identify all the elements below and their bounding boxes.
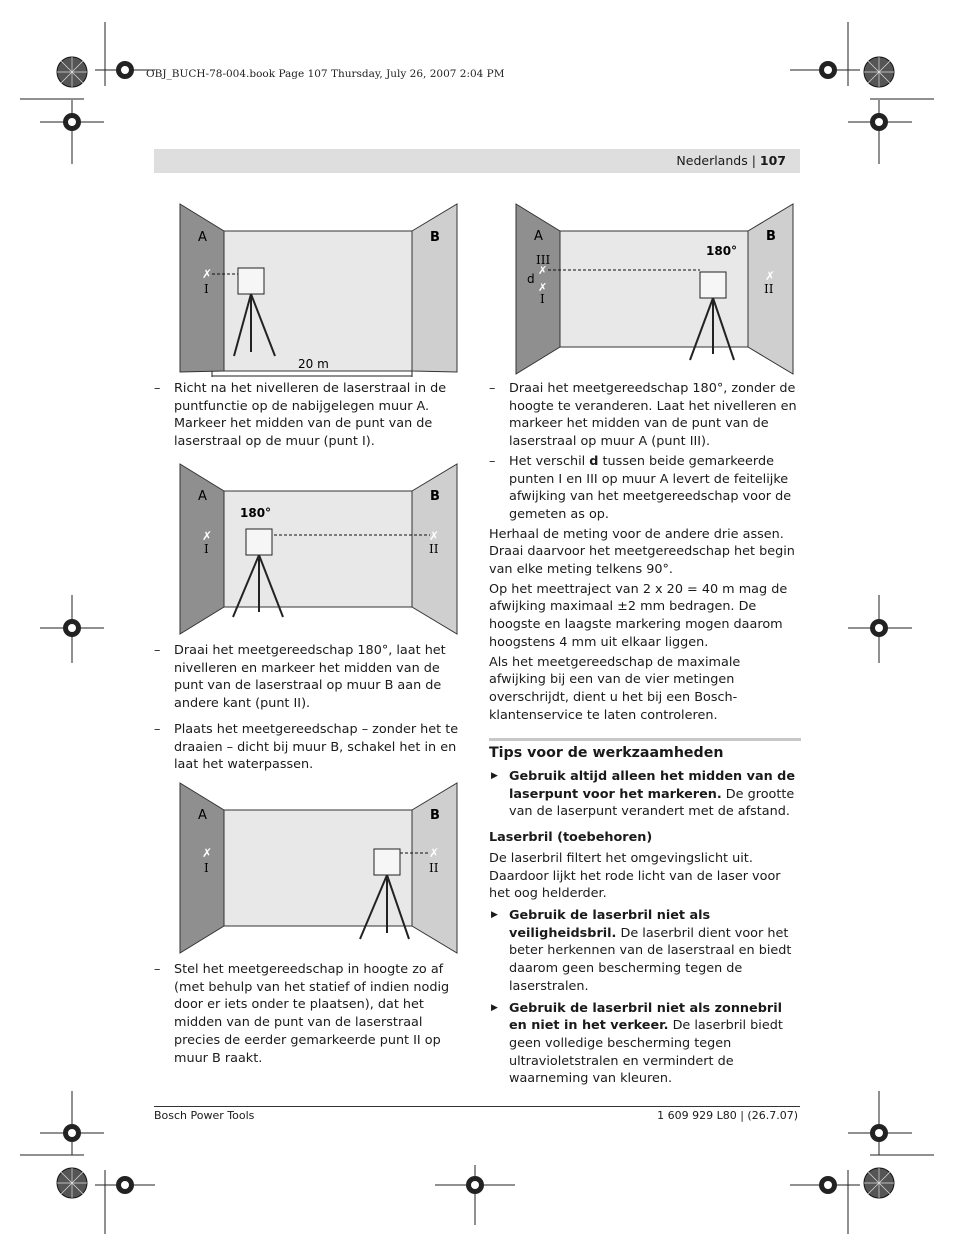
point-i-label: I (204, 861, 209, 875)
figure-measurement-step-4 (514, 202, 796, 377)
page-header-bar (154, 149, 800, 173)
wall-b-label: B (430, 808, 440, 823)
header-separator: | (751, 153, 756, 168)
dash-marker: – (489, 381, 496, 396)
wall-a-label: A (198, 489, 207, 504)
page-number: 107 (759, 153, 786, 168)
paragraph-repeat: Herhaal de meting voor de andere drie assen. Draai daarvoor het meetgereedschap het begin van elke meting telkens 90°. (489, 526, 795, 578)
point-ii-label: II (429, 861, 439, 875)
rotation-label: 180° (240, 506, 272, 520)
wall-a-label: A (198, 230, 207, 245)
distance-label: 20 m (298, 357, 329, 371)
triangle-bullet-icon: ▶ (491, 771, 498, 782)
point-i-label: I (204, 542, 209, 556)
step-6-text-start: Het verschil (509, 453, 590, 469)
dash-marker: – (154, 381, 161, 396)
wall-a-label: A (198, 808, 207, 823)
page-header (676, 153, 786, 168)
laser-tool (246, 529, 272, 555)
laser-tool (700, 272, 726, 298)
tip-1-bold: Gebruik altijd alleen het midden van de laserpunt voor het markeren. (509, 769, 796, 802)
tip-3-bold: Gebruik de laserbril niet als zonnebril en niet in het verkeer. (509, 1000, 782, 1034)
paragraph-tolerance: Op het meettraject van 2 x 20 = 40 m mag de afwijking maximaal ±2 mm bedragen. De hoogste en laagste markering mogen daarom hoogstens 4 mm uit elkaar liggen. (489, 581, 788, 650)
point-i-label: I (540, 292, 545, 306)
tip-3-text: De laserbril biedt geen volledige bescherming tegen ultravioletstralen en vermindert de waarneming van kleuren. (509, 1018, 783, 1087)
footer-right: 1 609 929 L80 | (26.7.07) (657, 1109, 798, 1122)
marker-x: ✗ (765, 269, 776, 283)
step-3-text: Plaats het meetgereedschap – zonder het te draaien – dicht bij muur B, schakel het in en laat het waterpassen. (174, 721, 459, 773)
marker-x: ✗ (202, 529, 213, 543)
rotation-label: 180° (706, 244, 738, 258)
step-2-text: Draai het meetgereedschap 180°, laat het nivelleren en markeer het midden van de punt van de laserstraal op muur B aan de andere kant (punt II). (174, 643, 446, 712)
laserbril-heading: Laserbril (toebehoren) (489, 830, 653, 846)
step-1-text: Richt na het nivelleren de laserstraal in de puntfunctie op de nabijgelegen muur A. Markeer het midden van de punt van de laserstraal op de muur (punt I). (174, 381, 447, 450)
point-iii-label: III (536, 253, 551, 267)
marker-x: ✗ (429, 529, 440, 543)
section-divider (489, 738, 801, 741)
difference-label: d (527, 272, 535, 286)
dash-marker: – (489, 453, 496, 469)
laserbril-text: De laserbril filtert het omgevingslicht uit. Daardoor lijkt het rode licht van de laser voor het oog helderder. (489, 850, 781, 902)
point-ii-label: II (764, 282, 774, 296)
figure-measurement-step-3 (178, 781, 460, 956)
figure-measurement-step-1 (178, 202, 460, 377)
marker-x: ✗ (202, 846, 213, 860)
footer-left: Bosch Power Tools (154, 1109, 255, 1122)
left-column-step-4 (154, 961, 467, 1069)
dash-marker: – (154, 721, 161, 737)
marker-x: ✗ (202, 267, 213, 281)
laser-tool (374, 849, 400, 875)
laser-tool (238, 268, 264, 294)
footer-rule (154, 1106, 800, 1107)
right-column (489, 380, 801, 1091)
book-info-line: OBJ_BUCH-78-004.book Page 107 Thursday, July 26, 2007 2:04 PM (146, 68, 505, 80)
wall-a-label: A (534, 229, 543, 244)
paragraph-service: Als het meetgereedschap de maximale afwijking bij een van de vier metingen overschrijdt, dient u het bij een Bosch-klantenservice te laten controleren. (489, 654, 741, 723)
triangle-bullet-icon: ▶ (491, 909, 498, 920)
point-i-label: I (204, 282, 209, 296)
wall-b-label: B (766, 229, 776, 244)
header-language: Nederlands (676, 153, 748, 168)
wall-b-label: B (430, 489, 440, 504)
step-6-bold: d (589, 453, 599, 469)
dash-marker: – (154, 962, 161, 977)
tip-2-text: De laserbril dient voor het beter herkennen van de laserstraal en biedt daarom geen bescherming tegen de laserstralen. (509, 925, 792, 994)
tip-2-bold: Gebruik de laserbril niet als veiligheidsbril. (509, 907, 711, 941)
step-4-text: Stel het meetgereedschap in hoogte zo af (met behulp van het statief of indien nodig door er iets onder te plaatsen), dat het midden van de punt van de laserstraal precies de eerder gemarkeerde punt II op muur B raakt. (174, 962, 450, 1066)
dash-marker: – (154, 643, 161, 658)
step-6-text-end: tussen beide gemarkeerde punten I en III op muur A levert de feitelijke afwijking van het meetgereedschap voor de gemeten as op. (509, 453, 792, 522)
marker-x: ✗ (538, 264, 548, 277)
tips-heading: Tips voor de werkzaamheden (489, 745, 724, 762)
marker-x: ✗ (538, 281, 548, 294)
marker-x: ✗ (429, 846, 440, 860)
triangle-bullet-icon: ▶ (491, 1002, 498, 1013)
left-column-step-1 (154, 380, 467, 453)
point-ii-label: II (429, 542, 439, 556)
left-column-steps-2-3 (154, 642, 467, 776)
step-5-text: Draai het meetgereedschap 180°, zonder de hoogte te veranderen. Laat het nivelleren en markeer het midden van de punt van de laserstraal op muur A (punt III). (509, 381, 797, 450)
wall-b-label: B (430, 230, 440, 245)
figure-measurement-step-2 (178, 462, 460, 637)
tip-1-text: De grootte van de laserpunt verandert met de afstand. (509, 786, 795, 820)
